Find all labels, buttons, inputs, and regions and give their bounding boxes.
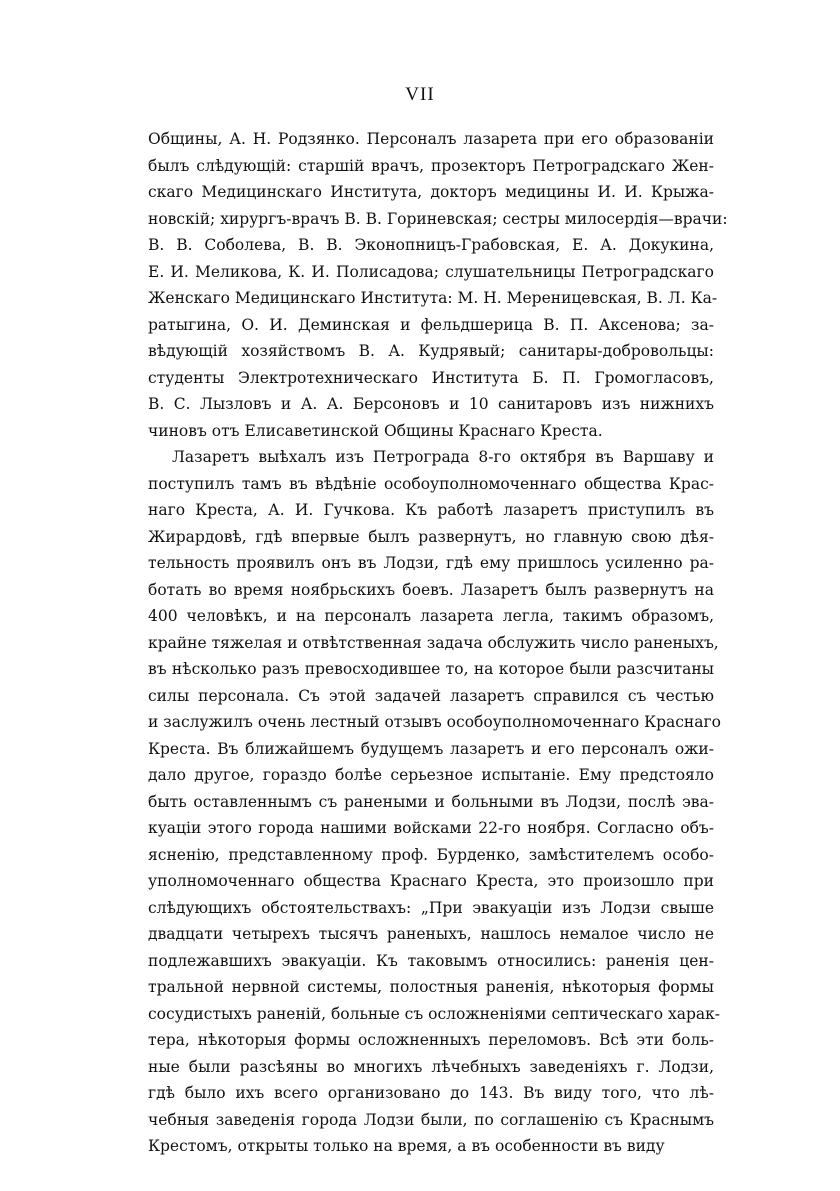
paragraph — [148, 444, 721, 1160]
text-line: въ нѣсколько разъ превосходившее то, на которое были разсчитаны — [148, 660, 714, 678]
text-line: В. В. Соболева, В. В. Эконопницъ-Грабовская, Е. А. Докукина, — [148, 236, 714, 254]
text-line: гдѣ было ихъ всего организовано до 143. Въ виду того, что лѣ- — [148, 1084, 714, 1102]
text-line: Женскаго Медицинскаго Института: М. Н. Мереницевская, В. Л. Ка- — [148, 289, 718, 307]
paragraph — [148, 126, 728, 444]
text-line: 400 человѣкъ, и на персоналъ лазарета легла, такимъ образомъ, — [148, 607, 714, 625]
text-line: поступилъ тамъ въ вѣдѣніе особоуполномоченнаго общества Крас- — [148, 474, 714, 493]
text-line: былъ слѣдующій: старшій врачъ, прозекторъ Петроградскаго Жен- — [148, 156, 714, 175]
text-line: тральной нервной системы, полостныя раненія, нѣкоторыя формы — [148, 978, 714, 996]
text-line: ные были разсѣяны во многихъ лѣчебныхъ заведеніяхъ г. Лодзи, — [148, 1057, 714, 1076]
text-line: крайне тяжелая и отвѣтственная задача обслужить число раненыхъ, — [148, 633, 719, 652]
text-line: Общины, А. Н. Родзянко. Персоналъ лазарета при его образованіи — [148, 130, 714, 148]
text-line: слѣдующихъ обстоятельствахъ: „При эвакуаціи изъ Лодзи свыше — [148, 898, 714, 917]
text-line: В. С. Лызловъ и А. А. Берсоновъ и 10 санитаровъ изъ нижнихъ — [148, 395, 714, 413]
text-line: Лазаретъ выѣхалъ изъ Петрограда 8-го октября въ Варшаву и — [172, 448, 714, 466]
text-line: чиновъ отъ Елисаветинской Общины Краснаго Креста. — [148, 421, 603, 440]
text-line: куаціи этого города нашими войсками 22-го ноября. Согласно объ- — [148, 819, 714, 837]
text-line: студенты Электротехническаго Института Б. П. Громогласовъ, — [148, 368, 714, 387]
text-line: ратыгина, О. И. Деминская и фельдшерица В. П. Аксенова; за- — [148, 315, 714, 334]
text-line: уполномоченнаго общества Краснаго Креста, это произошло при — [148, 872, 714, 890]
text-line: и заслужилъ очень лестный отзывъ особоуполномоченнаго Краснаго — [148, 713, 721, 731]
text-line: тера, нѣкоторыя формы осложненныхъ переломовъ. Всѣ эти боль- — [148, 1031, 714, 1049]
text-line: сосудистыхъ раненій, больные съ осложненіями септическаго харак- — [148, 1004, 721, 1023]
text-line: ботать во время ноябрьскихъ боевъ. Лазаретъ былъ развернутъ на — [148, 580, 714, 599]
page-number: VII — [405, 84, 435, 105]
text-line: Е. И. Меликова, К. И. Полисадова; слушательницы Петроградскаго — [148, 262, 714, 281]
text-line: быть оставленнымъ съ ранеными и больными въ Лодзи, послѣ эва- — [148, 792, 714, 811]
text-line: новскій; хирургъ-врачъ В. В. Гориневская; сестры милосердія—врачи: — [148, 209, 728, 228]
text-line: тельность проявилъ онъ въ Лодзи, гдѣ ему пришлось усиленно ра- — [148, 554, 714, 572]
text-line: ясненію, представленному проф. Бурденко, замѣстителемъ особо- — [148, 845, 714, 864]
body-text — [148, 126, 728, 1160]
text-line: подлежавшихъ эвакуаціи. Къ таковымъ относились: раненія цен- — [148, 951, 714, 970]
text-line: Крестомъ, открыты только на время, а въ особенности въ виду — [148, 1137, 665, 1155]
text-line: скаго Медицинскаго Института, докторъ медицины И. И. Крыжа- — [148, 183, 714, 201]
text-line: вѣдующій хозяйствомъ В. А. Кудрявый; санитары-добровольцы: — [148, 342, 714, 360]
text-line: двадцати четырехъ тысячъ раненыхъ, нашлось немалое число не — [148, 925, 714, 943]
text-line: дало другое, гораздо болѣе серьезное испытаніе. Ему предстояло — [148, 766, 714, 784]
text-line: Креста. Въ ближайшемъ будущемъ лазаретъ и его персоналъ ожи- — [148, 739, 714, 758]
text-line: Жирардовѣ, гдѣ впервые былъ развернутъ, но главную свою дѣя- — [148, 527, 714, 546]
text-line: чебныя заведенія города Лодзи были, по соглашенію съ Краснымъ — [148, 1110, 714, 1129]
text-line: наго Креста, А. И. Гучкова. Къ работѣ лазаретъ приступилъ въ — [148, 501, 714, 519]
text-line: силы персонала. Съ этой задачей лазаретъ справился съ честью — [148, 686, 714, 705]
